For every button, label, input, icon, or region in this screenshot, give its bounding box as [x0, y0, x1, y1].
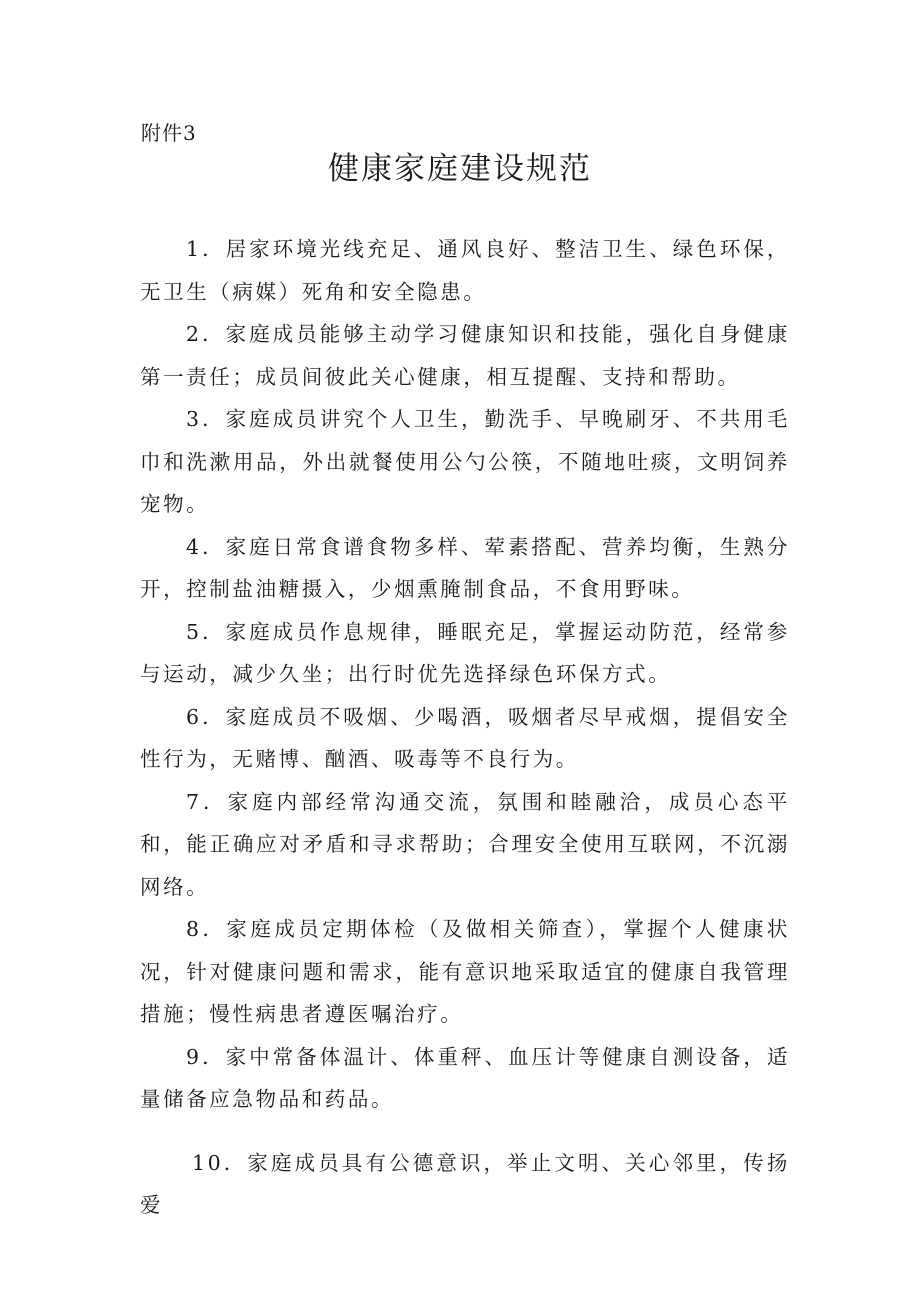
list-item-3: 3．家庭成员讲究个人卫生，勤洗手、早晚刷牙、不共用毛巾和洗漱用品，外出就餐使用公勺公筷，不随地吐痰，文明饲养宠物。 — [140, 407, 790, 516]
document-title: 健康家庭建设规范 — [328, 151, 592, 187]
attachment-label: 附件3 — [141, 121, 197, 145]
list-item-9: 9．家中常备体温计、体重秤、血压计等健康自测设备，适量储备应急物品和药品。 — [140, 1044, 790, 1111]
list-item-5: 5．家庭成员作息规律，睡眠充足，掌握运动防范，经常参与运动，减少久坐；出行时优先选择绿色环保方式。 — [140, 619, 790, 686]
list-item-7: 7．家庭内部经常沟通交流，氛围和睦融洽，成员心态平和，能正确应对矛盾和寻求帮助；合理安全使用互联网，不沉溺网络。 — [140, 789, 790, 899]
item-list — [140, 228, 790, 1227]
list-item-10: 10．家庭成员具有公德意识，举止文明、关心邻里，传扬爱 — [140, 1150, 790, 1217]
list-item-8: 8．家庭成员定期体检（及做相关筛查），掌握个人健康状况，针对健康问题和需求，能有意识地采取适宜的健康自我管理措施；慢性病患者遵医嘱治疗。 — [140, 917, 790, 1026]
list-item-6: 6．家庭成员不吸烟、少喝酒，吸烟者尽早戒烟，提倡安全性行为，无赌博、酗酒、吸毒等不良行为。 — [140, 704, 790, 771]
list-item-4: 4．家庭日常食谱食物多样、荤素搭配、营养均衡，生熟分开，控制盐油糖摄入，少烟熏腌制食品，不食用野味。 — [140, 534, 790, 601]
list-item-1: 1．居家环境光线充足、通风良好、整洁卫生、绿色环保，无卫生（病媒）死角和安全隐患。 — [140, 237, 790, 304]
list-item-2: 2．家庭成员能够主动学习健康知识和技能，强化自身健康第一责任；成员间彼此关心健康，相互提醒、支持和帮助。 — [140, 322, 790, 389]
